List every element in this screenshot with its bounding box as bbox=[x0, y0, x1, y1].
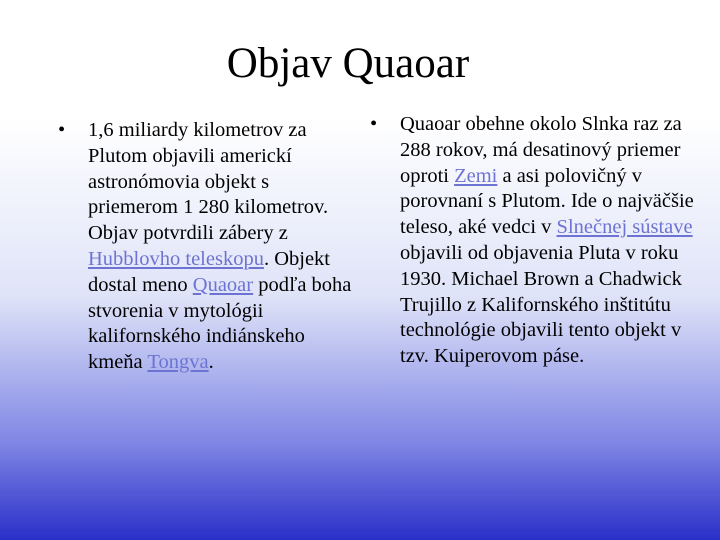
left-text-2: . Objekt dostal meno bbox=[88, 247, 330, 296]
left-text-3: podľa boha stvorenia v mytológii kalifornského indiánskeho kmeňa bbox=[88, 273, 352, 374]
right-paragraph bbox=[400, 112, 700, 370]
left-text-4: . bbox=[208, 351, 214, 374]
right-text-1: Quaoar obehne okolo Slnka raz za 288 rokov, má desatinový priemer oproti bbox=[400, 113, 682, 187]
slide-title: Objav Quaoar bbox=[226, 40, 470, 87]
left-text-1: 1,6 miliardy kilometrov za Plutom objavili americkí astronómovia objekt s priemerom 1 280 kilometrov. Objav potvrdili zábery z bbox=[88, 119, 329, 245]
left-column bbox=[58, 118, 360, 376]
tongva-link[interactable]: Tongva bbox=[147, 351, 209, 374]
earth-link[interactable]: Zemi bbox=[454, 164, 498, 187]
right-text-2: a asi polovičný v porovnaní s Plutom. Ide o najväčšie teleso, aké vedci v bbox=[400, 164, 694, 239]
bullet-marker: • bbox=[370, 113, 378, 135]
solar-system-link[interactable]: Slnečnej sústave bbox=[556, 216, 693, 239]
quaoar-link[interactable]: Quaoar bbox=[192, 273, 254, 296]
bullet-marker: • bbox=[58, 119, 66, 141]
right-text-3: objavili od objavenia Pluta v roku 1930. Michael Brown a Chadwick Trujillo z Kalifornského inštitútu technológie objavili tento objekt v tzv. Kuiperovom páse. bbox=[400, 241, 682, 368]
right-column bbox=[370, 112, 700, 370]
left-paragraph bbox=[88, 118, 360, 376]
hubble-telescope-link[interactable]: Hubblovho teleskopu bbox=[88, 247, 264, 270]
